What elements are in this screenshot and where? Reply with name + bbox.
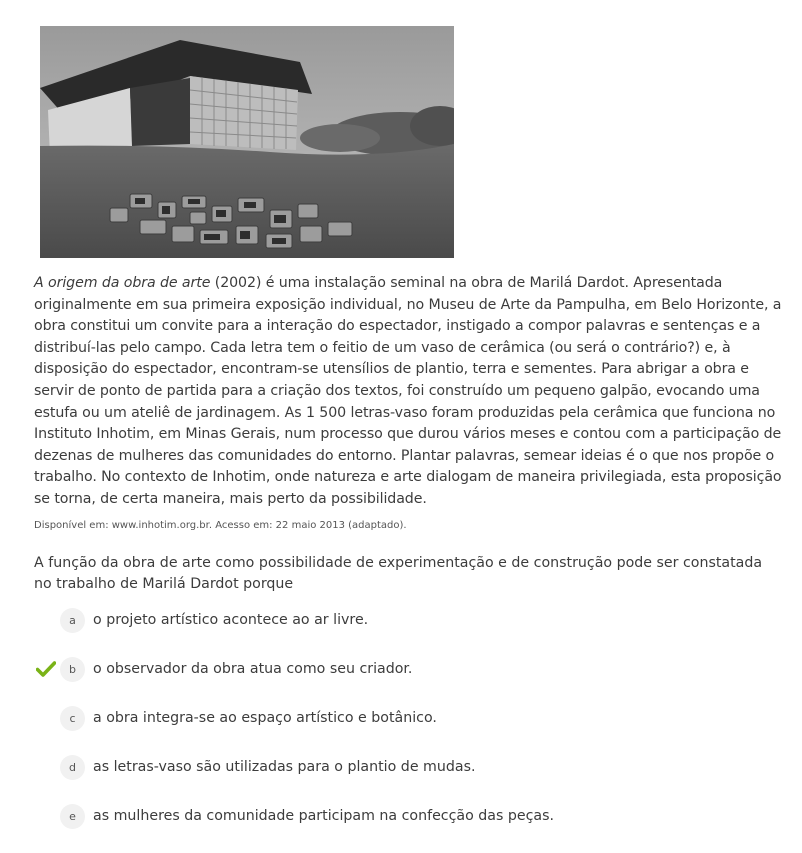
option-b[interactable] bbox=[60, 657, 784, 682]
artwork-photo bbox=[40, 26, 454, 258]
option-letter: c bbox=[60, 706, 85, 731]
artwork-title: A origem da obra de arte bbox=[34, 275, 211, 291]
answer-options bbox=[34, 608, 784, 829]
option-a[interactable] bbox=[60, 608, 784, 633]
option-letter: b bbox=[60, 657, 85, 682]
option-text: a obra integra-se ao espaço artístico e botânico. bbox=[93, 710, 437, 727]
option-letter: d bbox=[60, 755, 85, 780]
option-text: o projeto artístico acontece ao ar livre. bbox=[93, 612, 369, 629]
passage-source: Disponível em: www.inhotim.org.br. Acesso em: 22 maio 2013 (adaptado). bbox=[34, 519, 407, 531]
option-text: as mulheres da comunidade participam na confecção das peças. bbox=[93, 808, 555, 825]
option-e[interactable] bbox=[60, 804, 784, 829]
option-c[interactable] bbox=[60, 706, 784, 731]
question-card bbox=[34, 26, 784, 853]
option-d[interactable] bbox=[60, 755, 784, 780]
checkmark-icon bbox=[36, 660, 56, 678]
passage-text bbox=[34, 273, 784, 511]
option-letter: e bbox=[60, 804, 85, 829]
passage-body: (2002) é uma instalação seminal na obra de Marilá Dardot. Apresentada originalmente em sua primeira exposição individual, no Museu de Arte da Pampulha, em Belo Horizonte, a obra constitui um convite para a interação do espectador, instigado a compor palavras e sentenças e a distribuí-las pelo campo. Cada letra tem o feitio de um vaso de cerâmica (ou será o contrário?) e, à disposição do espectador, encontram-se utensílios de plantio, terra e sementes. Para abrigar a obra e servir de ponto de partida para a criação dos textos, foi construído um pequeno galpão, evocando uma estufa ou um ateliê de jardinagem. As 1 500 letras-vaso foram produzidas pela cerâmica que funciona no Instituto Inhotim, em Minas Gerais, num processo que durou vários meses e contou com a participação de dezenas de mulheres das comunidades do entorno. Plantar palavras, semear ideias é o que nos propõe o trabalho. No contexto de Inhotim, onde natureza e arte dialogam de maneira privilegiada, esta proposição se torna, de certa maneira, mais perto da possibilidade. bbox=[34, 275, 782, 507]
option-text: o observador da obra atua como seu criador. bbox=[93, 661, 413, 678]
question-stem: A função da obra de arte como possibilidade de experimentação e de construção pode ser constatada no trabalho de Marilá Dardot porque bbox=[34, 554, 763, 593]
artwork-photo-svg bbox=[40, 26, 454, 258]
option-text: as letras-vaso são utilizadas para o plantio de mudas. bbox=[93, 759, 476, 776]
option-letter: a bbox=[60, 608, 85, 633]
